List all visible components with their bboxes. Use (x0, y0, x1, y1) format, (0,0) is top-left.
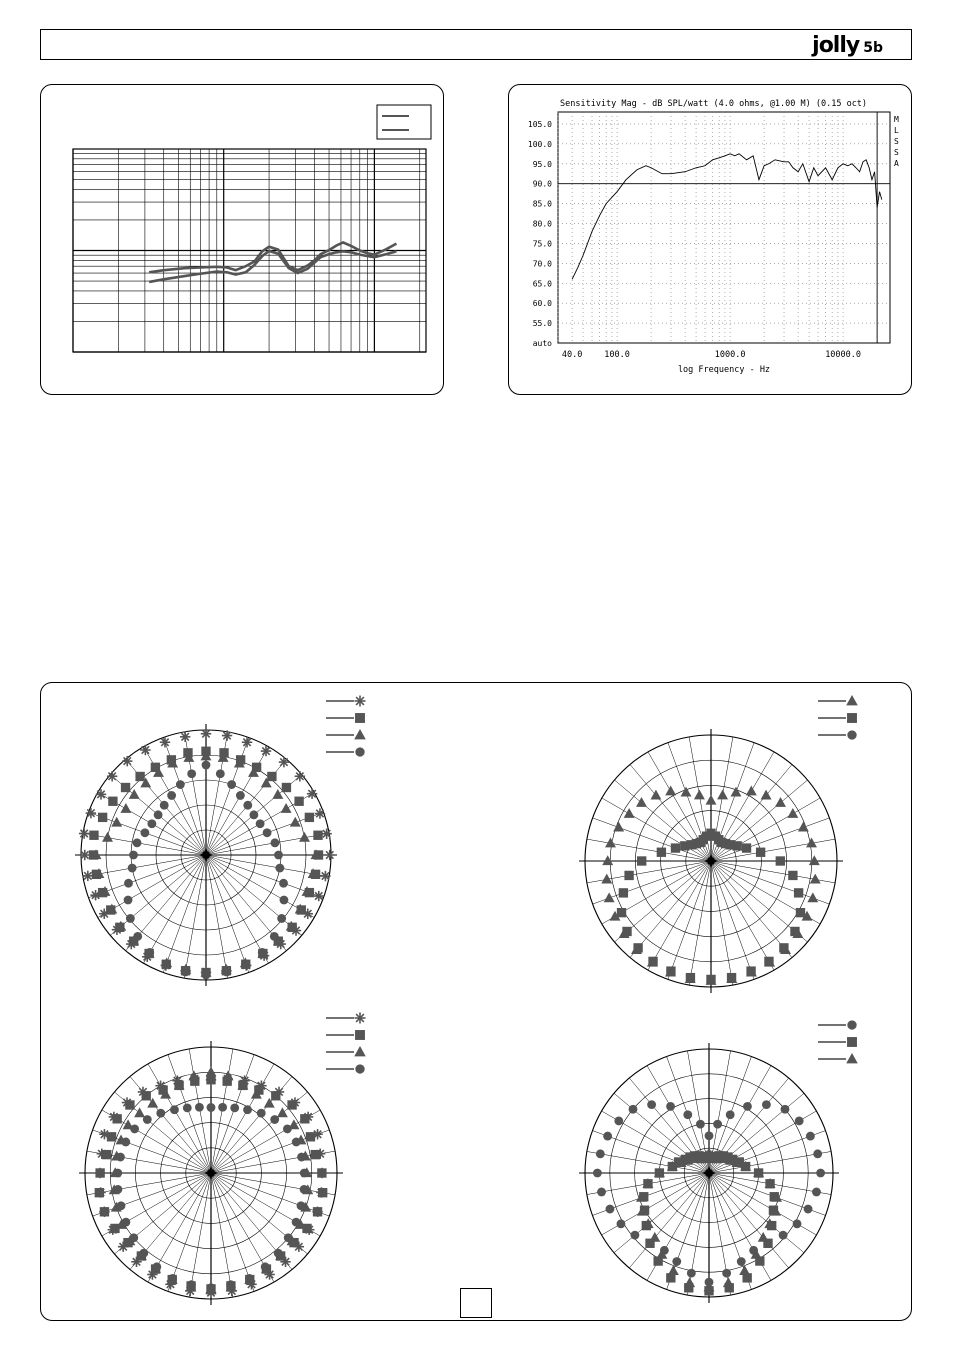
polar-center (202, 851, 210, 859)
square-marker (311, 1150, 320, 1159)
square-marker (733, 841, 742, 850)
circle-marker (292, 1218, 301, 1227)
circle-marker (793, 1219, 802, 1228)
triangle-marker (723, 1277, 734, 1287)
circle-marker (147, 819, 156, 828)
page-number-box (460, 1288, 492, 1318)
circle-marker (614, 1117, 623, 1126)
y-tick-label: 80.0 (532, 219, 552, 229)
y-tick-label: 70.0 (532, 259, 552, 269)
y-tick-label: 60.0 (532, 299, 552, 309)
polar-plot (79, 1013, 366, 1306)
square-marker (313, 831, 322, 840)
circle-marker (243, 1105, 252, 1114)
side-label-char: S (894, 137, 899, 146)
polar-center (707, 857, 715, 865)
circle-marker (726, 1110, 735, 1119)
circle-marker (207, 1103, 216, 1112)
square-marker (306, 1132, 315, 1141)
triangle-marker (775, 797, 786, 807)
square-marker (135, 772, 144, 781)
impedance-panel (40, 84, 444, 395)
triangle-marker (746, 785, 757, 795)
square-marker (648, 957, 657, 966)
circle-marker (187, 769, 196, 778)
circle-marker (737, 1257, 746, 1266)
square-marker (619, 888, 628, 897)
triangle-marker (129, 789, 140, 799)
polar-plot (579, 695, 858, 993)
circle-marker (274, 1249, 283, 1258)
circle-marker (283, 1124, 292, 1133)
chart-title: Sensitivity Mag - dB SPL/watt (4.0 ohms, @1.00 M) (0.15 oct) (560, 99, 868, 109)
circle-marker (162, 960, 171, 969)
y-tick-label: 75.0 (532, 239, 552, 249)
circle-marker (124, 879, 133, 888)
polar-charts (41, 683, 911, 1320)
circle-marker (117, 1201, 126, 1210)
circle-marker (129, 851, 138, 860)
triangle-marker (694, 790, 705, 800)
circle-marker (617, 1219, 626, 1228)
square-marker (142, 1091, 151, 1100)
triangle-marker (613, 822, 624, 832)
circle-marker (222, 968, 231, 977)
circle-marker (705, 1131, 714, 1140)
square-marker (271, 1091, 280, 1100)
square-marker (98, 813, 107, 822)
square-marker (125, 1100, 134, 1109)
circle-marker (218, 1103, 227, 1112)
square-marker (95, 1168, 104, 1177)
circle-marker (596, 1149, 605, 1158)
square-marker (702, 832, 711, 841)
circle-marker (128, 864, 137, 873)
circle-marker (156, 1109, 165, 1118)
circle-marker (133, 838, 142, 847)
square-marker (355, 713, 365, 723)
square-marker (706, 975, 715, 984)
response-panel (508, 84, 912, 395)
brand-logo (812, 33, 883, 58)
circle-marker (666, 1102, 675, 1111)
circle-marker (227, 780, 236, 789)
circle-marker (713, 1120, 722, 1129)
y-tick-label: auto (532, 339, 552, 348)
circle-marker (207, 1283, 216, 1292)
circle-marker (781, 1105, 790, 1114)
circle-marker (126, 914, 135, 923)
triangle-marker (681, 787, 692, 797)
circle-marker (187, 1280, 196, 1289)
circle-marker (236, 791, 245, 800)
circle-marker (593, 1169, 602, 1178)
x-tick-label: 10000.0 (825, 350, 862, 360)
circle-marker (121, 1218, 130, 1227)
triangle-marker (354, 729, 366, 739)
square-marker (100, 1207, 109, 1216)
circle-marker (130, 1124, 139, 1133)
circle-marker (195, 1103, 204, 1112)
circle-marker (270, 932, 279, 941)
circle-marker (168, 1274, 177, 1283)
circle-marker (355, 747, 364, 756)
circle-marker (256, 819, 265, 828)
triangle-marker (731, 787, 742, 797)
circle-marker (226, 1280, 235, 1289)
y-tick-label: 65.0 (532, 279, 552, 289)
triangle-marker (739, 1265, 750, 1275)
square-marker (267, 772, 276, 781)
polar-plot (579, 1020, 858, 1303)
square-marker (108, 797, 117, 806)
circle-marker (245, 1274, 254, 1283)
circle-marker (114, 1185, 123, 1194)
brand-name: jolly (812, 33, 860, 58)
triangle-marker (807, 892, 818, 902)
square-marker (112, 1114, 121, 1123)
header-bar (40, 29, 912, 60)
circle-marker (297, 1201, 306, 1210)
square-marker (305, 813, 314, 822)
square-marker (318, 1188, 327, 1197)
triangle-marker (277, 1107, 288, 1117)
square-marker (727, 973, 736, 982)
circle-marker (597, 1188, 606, 1197)
circle-marker (116, 1153, 125, 1162)
triangle-marker (717, 790, 728, 800)
square-marker (671, 843, 680, 852)
square-marker (206, 1075, 215, 1084)
square-marker (796, 908, 805, 917)
square-marker (779, 943, 788, 952)
square-marker (756, 848, 765, 857)
triangle-marker (272, 789, 283, 799)
circle-marker (630, 1231, 639, 1240)
polar-panel (40, 682, 912, 1321)
square-marker (633, 943, 642, 952)
triangle-marker (846, 1053, 858, 1063)
side-label-char: L (894, 126, 899, 135)
circle-marker (722, 1269, 731, 1278)
circle-marker (270, 1115, 279, 1124)
square-marker (313, 1207, 322, 1216)
circle-marker (603, 1132, 612, 1141)
circle-marker (230, 1103, 239, 1112)
circle-marker (292, 1138, 301, 1147)
circle-marker (300, 1185, 309, 1194)
circle-marker (280, 896, 289, 905)
side-label-char: S (894, 148, 899, 157)
circle-marker (121, 1138, 130, 1147)
circle-marker (779, 1231, 788, 1240)
circle-marker (263, 828, 272, 837)
circle-marker (143, 1115, 152, 1124)
square-marker (121, 783, 130, 792)
circle-marker (606, 1205, 615, 1214)
circle-marker (181, 968, 190, 977)
square-marker (317, 1168, 326, 1177)
circle-marker (167, 791, 176, 800)
circle-marker (176, 780, 185, 789)
circle-marker (847, 1020, 856, 1029)
circle-marker (806, 1132, 815, 1141)
triangle-marker (798, 822, 809, 832)
x-tick-label: 1000.0 (714, 350, 746, 360)
circle-marker (271, 838, 280, 847)
circle-marker (139, 1249, 148, 1258)
circle-marker (113, 1169, 122, 1178)
x-tick-label: 100.0 (604, 350, 630, 360)
circle-marker (152, 1262, 161, 1271)
y-tick-label: 100.0 (527, 139, 552, 149)
impedance-series-line (149, 242, 396, 272)
square-marker (355, 1030, 365, 1040)
circle-marker (124, 896, 133, 905)
polar-center (705, 1169, 713, 1177)
square-marker (666, 966, 675, 975)
circle-marker (202, 761, 211, 770)
side-label-char: A (894, 159, 899, 168)
triangle-marker (206, 1066, 217, 1076)
triangle-marker (120, 803, 131, 813)
impedance-chart (41, 85, 443, 394)
square-marker (282, 783, 291, 792)
circle-marker (297, 1153, 306, 1162)
square-marker (624, 871, 633, 880)
circle-marker (277, 914, 286, 923)
square-marker (657, 848, 666, 857)
triangle-marker (787, 808, 798, 818)
circle-marker (183, 1103, 192, 1112)
circle-marker (816, 1169, 825, 1178)
y-tick-label: 55.0 (532, 319, 552, 329)
circle-marker (216, 769, 225, 778)
triangle-marker (684, 1277, 695, 1287)
x-axis-label: log Frequency - Hz (677, 365, 771, 375)
circle-marker (300, 1169, 309, 1178)
circle-marker (274, 851, 283, 860)
triangle-marker (668, 1265, 679, 1275)
square-marker (794, 888, 803, 897)
square-marker (102, 1150, 111, 1159)
square-marker (622, 927, 631, 936)
triangle-marker (809, 855, 820, 865)
circle-marker (170, 1105, 179, 1114)
circle-marker (145, 948, 154, 957)
circle-marker (683, 1110, 692, 1119)
circle-marker (129, 1233, 138, 1242)
circle-marker (687, 1269, 696, 1278)
side-label-char: M (894, 115, 899, 124)
triangle-marker (602, 855, 613, 865)
square-marker (764, 957, 773, 966)
triangle-marker (354, 1046, 366, 1056)
circle-marker (140, 828, 149, 837)
triangle-marker (134, 1107, 145, 1117)
polar-center (207, 1169, 215, 1177)
triangle-marker (604, 892, 615, 902)
square-marker (847, 1037, 857, 1047)
y-tick-label: 85.0 (532, 199, 552, 209)
circle-marker (154, 810, 163, 819)
circle-marker (743, 1102, 752, 1111)
circle-marker (355, 1064, 364, 1073)
polar-plot (75, 696, 366, 987)
y-tick-label: 105.0 (527, 119, 552, 129)
circle-marker (629, 1105, 638, 1114)
square-marker (300, 1114, 309, 1123)
circle-marker (812, 1188, 821, 1197)
circle-marker (249, 810, 258, 819)
response-series-line (572, 154, 882, 279)
legend-box (377, 105, 431, 139)
circle-marker (133, 932, 142, 941)
x-tick-label: 40.0 (561, 350, 583, 360)
square-marker (107, 1132, 116, 1141)
triangle-marker (624, 808, 635, 818)
circle-marker (804, 1205, 813, 1214)
triangle-marker (846, 695, 858, 705)
triangle-marker (636, 797, 647, 807)
y-tick-label: 95.0 (532, 159, 552, 169)
circle-marker (202, 971, 211, 980)
y-tick-label: 90.0 (532, 179, 552, 189)
square-marker (776, 856, 785, 865)
triangle-marker (281, 803, 292, 813)
response-chart (509, 85, 911, 394)
circle-marker (696, 1120, 705, 1129)
circle-marker (257, 1109, 266, 1118)
square-marker (742, 843, 751, 852)
square-marker (847, 713, 857, 723)
circle-marker (279, 879, 288, 888)
circle-marker (258, 948, 267, 957)
plot-frame (558, 112, 890, 343)
square-marker (746, 966, 755, 975)
square-marker (95, 1188, 104, 1197)
circle-marker (284, 1233, 293, 1242)
square-marker (89, 831, 98, 840)
square-marker (790, 927, 799, 936)
circle-marker (261, 1262, 270, 1271)
circle-marker (795, 1117, 804, 1126)
circle-marker (847, 730, 856, 739)
circle-marker (672, 1257, 681, 1266)
model-name: 5b (863, 40, 883, 56)
triangle-marker (706, 795, 717, 805)
circle-marker (647, 1100, 656, 1109)
circle-marker (762, 1100, 771, 1109)
square-marker (617, 908, 626, 917)
square-marker (294, 797, 303, 806)
circle-marker (241, 960, 250, 969)
square-marker (686, 973, 695, 982)
square-marker (637, 856, 646, 865)
circle-marker (160, 801, 169, 810)
square-marker (788, 871, 797, 880)
circle-marker (813, 1149, 822, 1158)
circle-marker (275, 864, 284, 873)
circle-marker (243, 801, 252, 810)
triangle-marker (665, 785, 676, 795)
square-marker (287, 1100, 296, 1109)
